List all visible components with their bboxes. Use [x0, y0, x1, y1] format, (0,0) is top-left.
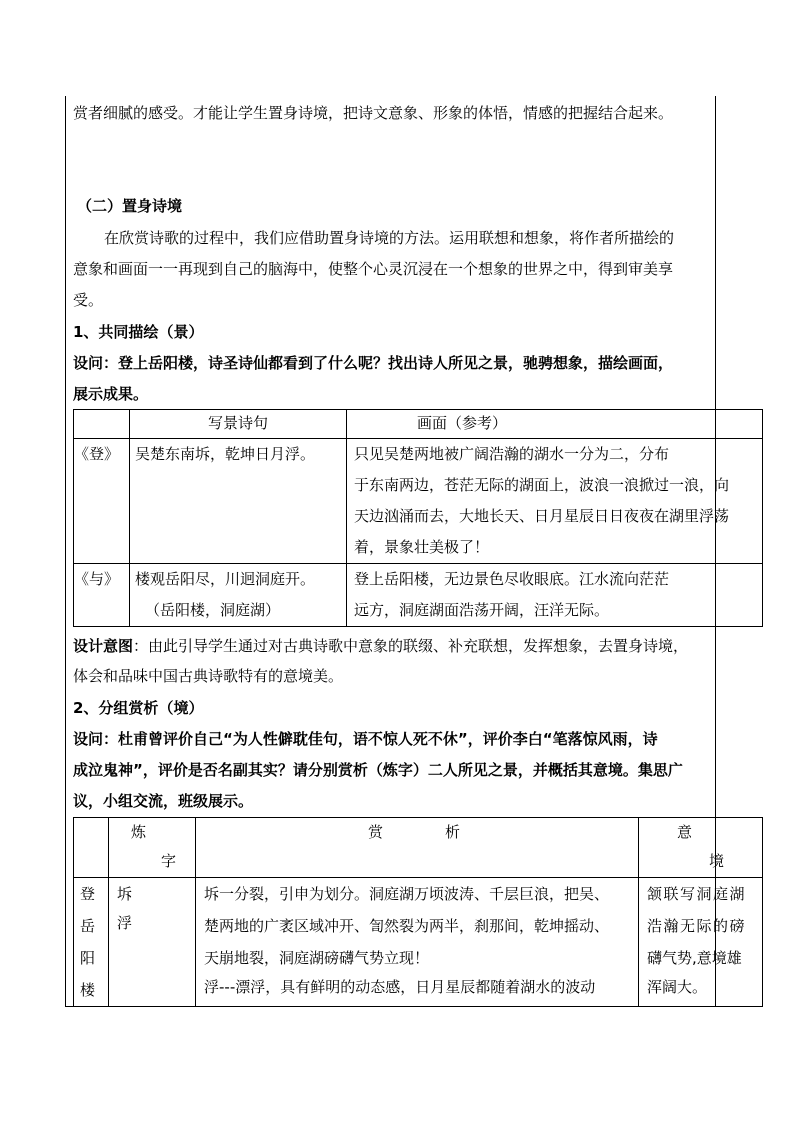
section-para-line-2: 意象和画面一一再现到自己的脑海中，使整个心灵沉浸在一个想象的世界之中，得到审美享	[73, 260, 674, 278]
design-intent-line-2: 体会和品味中国古典诗歌特有的意境美。	[73, 667, 344, 685]
section-para-line-3: 受。	[73, 291, 104, 309]
section-para-line-1: 在欣赏诗歌的过程中，我们应借助置身诗境的方法。运用联想和想象，将作者所描绘的	[104, 229, 675, 247]
scene-table-header-blank	[74, 410, 130, 439]
analysis-header-blank	[74, 818, 109, 878]
row-scene: 只见吴楚两地被广阔浩瀚的湖水一分为二，分布 于东南两边，苍茫无际的湖面上，波浪一浪掀过一浪，向 天边汹涌而去，大地长天、日月星辰日日夜夜在湖里浮荡 着，景象壮美极了！	[347, 439, 763, 564]
section-heading: （二）置身诗境	[77, 197, 183, 215]
analysis-header-yijing: 意 境	[639, 818, 763, 878]
scene-table-header-verse: 写景诗句	[130, 410, 347, 439]
part2-heading: 2、分组赏析（境）	[73, 699, 204, 717]
analysis-cell: 坼一分裂，引申为划分。洞庭湖万顷波涛、千层巨浪，把吴、 楚两地的广袤区域冲开、訇然裂为两半，刹那间，乾坤摇动、 天崩地裂，洞庭湖磅礴气势立现！ 浮---漂浮，具有鲜明的动态感，日月星辰都随着湖水的波动	[196, 878, 639, 1007]
table-row	[74, 564, 763, 627]
table-row	[74, 878, 763, 1007]
row-label: 《登》	[74, 439, 130, 564]
analysis-header-lianzi: 炼 字	[109, 818, 196, 878]
lianzi-cell: 坼 浮	[109, 878, 196, 1007]
part2-question-line-2: 成泣鬼神”，评价是否名副其实？请分别赏析（炼字）二人所见之景，并概括其意境。集思广	[73, 761, 683, 779]
row-verse: 楼观岳阳尽，川迥洞庭开。 （岳阳楼，洞庭湖）	[130, 564, 347, 627]
part2-question-line-3: 议，小组交流，班级展示。	[73, 792, 254, 810]
part1-heading: 1、共同描绘（景）	[73, 323, 204, 341]
part1-question-line-2: 展示成果。	[73, 385, 149, 403]
mood-cell: 颔联写洞庭湖 浩瀚无际的磅 礴气势,意境雄 浑阔大。	[639, 878, 763, 1007]
row-scene: 登上岳阳楼，无边景色尽收眼底。江水流向茫茫 远方，洞庭湖面浩荡开阔，汪洋无际。	[347, 564, 763, 627]
design-intent-line-1: 设计意图：由此引导学生通过对古典诗歌中意象的联缀、补充联想，发挥想象，去置身诗境，	[73, 637, 689, 655]
part1-question-line-1: 设问：登上岳阳楼，诗圣诗仙都看到了什么呢？找出诗人所见之景，驰骋想象，描绘画面，	[73, 354, 674, 372]
analysis-header-shangxi: 赏 析	[196, 818, 639, 878]
scene-table	[73, 409, 763, 627]
intro-line: 赏者细腻的感受。才能让学生置身诗境，把诗文意象、形象的体悟，情感的把握结合起来。	[73, 104, 674, 122]
part2-question-line-1: 设问：杜甫曾评价自己“为人性僻耽佳句，语不惊人死不休”，评价李白“笔落惊风雨，诗	[73, 730, 658, 748]
poem-name-cell: 登 岳 阳 楼	[74, 878, 109, 1007]
row-label: 《与》	[74, 564, 130, 627]
analysis-table	[73, 817, 763, 1007]
table-row	[74, 439, 763, 564]
row-verse: 吴楚东南坼，乾坤日月浮。	[130, 439, 347, 564]
scene-table-header-scene: 画面（参考）	[347, 410, 763, 439]
